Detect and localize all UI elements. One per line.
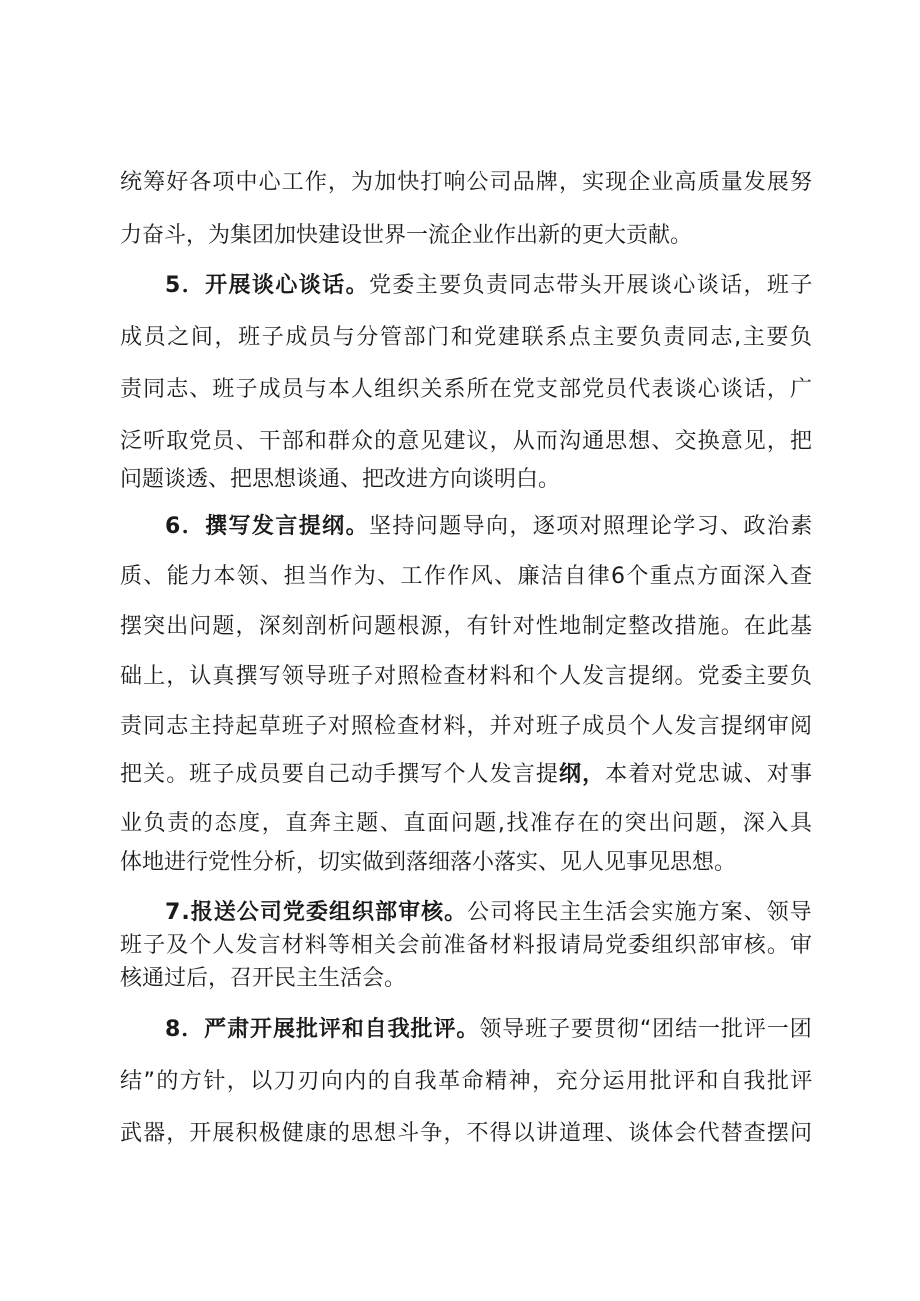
section-8-title: 8．严肃开展批评和自我批评。 — [165, 1017, 480, 1042]
text-line: 责同志、班子成员与本人组织关系所在党支部党员代表谈心谈话，广 — [120, 377, 814, 402]
text-line: 业负责的态度，直奔主题、直面问题,找准存在的突出问题，深入具 — [120, 811, 814, 836]
text-line: 体地进行党性分析，切实做到落细落小落实、见人见事见思想。 — [120, 850, 737, 875]
text-line: 础上，认真撰写领导班子对照检查材料和个人发言提纲。党委主要负 — [120, 664, 814, 689]
text-line: 结”的方针，以刀刃向内的自我革命精神，充分运用批评和自我批评 — [120, 1069, 814, 1094]
text-line: 质、能力本领、担当作为、工作作风、廉洁自律6个重点方面深入查 — [120, 564, 814, 589]
section-8-heading-line: 8．严肃开展批评和自我批评。领导班子要贯彻“团结一批评一团 — [165, 1017, 813, 1042]
text-line: 核通过后，召开民主生活会。 — [120, 966, 407, 991]
text-line: 班子及个人发言材料等相关会前准备材料报请局党委组织部审核。审 — [120, 933, 814, 958]
section-7-heading-line: 7.报送公司党委组织部审核。公司将民主生活会实施方案、领导 — [165, 900, 813, 925]
text-line: 问题谈透、把思想谈通、把改进方向谈明白。 — [120, 467, 561, 492]
section-5-heading-line: 5．开展谈心谈话。党委主要负责同志带头开展谈心谈话，班子 — [165, 273, 814, 298]
section-5-title: 5．开展谈心谈话。 — [165, 273, 369, 298]
text-line: 摆突出问题，深刻剖析问题根源，有针对性地制定整改措施。在此基 — [120, 614, 814, 639]
text-line: 把关。班子成员要自己动手撰写个人发言提纲，本着对党忠诚、对事 — [120, 762, 814, 787]
text-line: 责同志主持起草班子对照检查材料，并对班子成员个人发言提纲审阅 — [120, 714, 814, 739]
section-6-heading-line: 6．撰写发言提纲。坚持问题导向，逐项对照理论学习、政治素 — [165, 514, 814, 539]
text-line: 成员之间，班子成员与分管部门和党建联系点主要负责同志,主要负 — [120, 325, 814, 350]
text-line: 泛听取党员、干部和群众的意见建议，从而沟通思想、交换意见，把 — [120, 429, 814, 454]
section-6-title: 6．撰写发言提纲。 — [165, 514, 369, 539]
text-line: 统筹好各项中心工作，为加快打响公司品牌，实现企业高质量发展努 — [120, 170, 814, 195]
section-7-title: 7.报送公司党委组织部审核。 — [165, 900, 468, 925]
text-line: 武器，开展积极健康的思想斗争，不得以讲道理、谈体会代替查摆问 — [120, 1121, 814, 1146]
text-line: 力奋斗，为集团加快建设世界一流企业作出新的更大贡献。 — [120, 223, 693, 248]
